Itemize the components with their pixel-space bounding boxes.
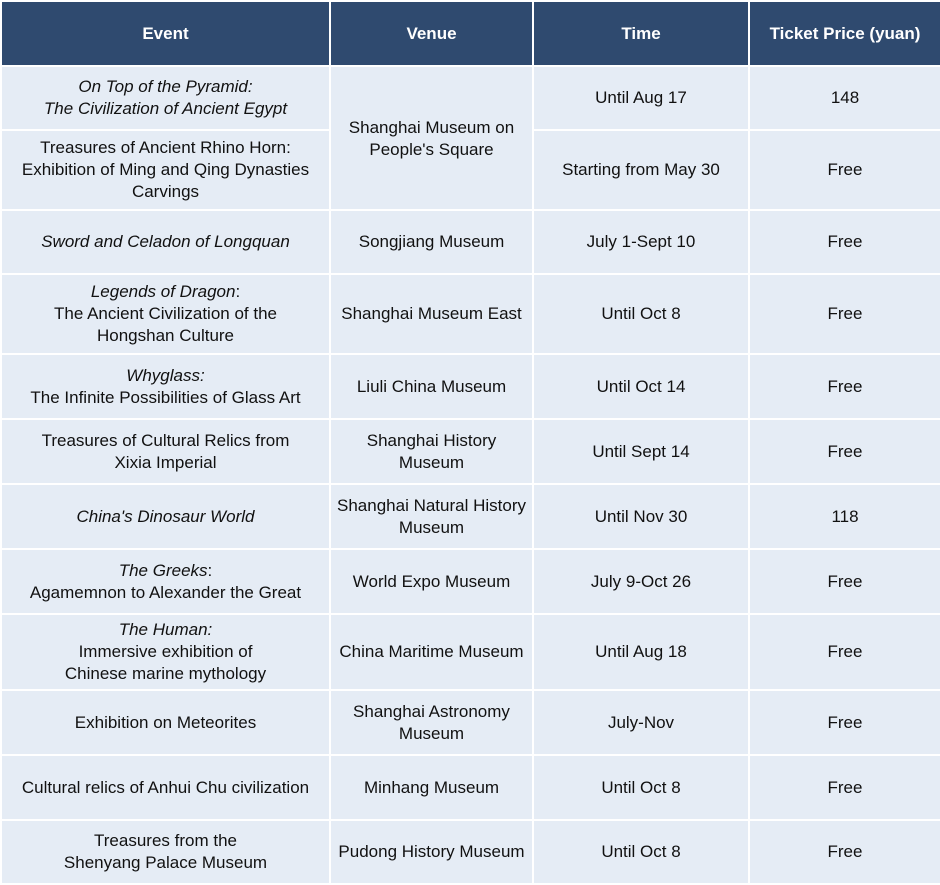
price-cell: Free (749, 419, 940, 484)
venue-cell: Shanghai Museum on People's Square (330, 66, 533, 210)
time-cell: Starting from May 30 (533, 130, 749, 210)
event-title-suffix: : (235, 282, 241, 301)
event-cell (1, 614, 330, 690)
event-line: Immersive exhibition of (78, 642, 253, 661)
event-line: The Infinite Possibilities of Glass Art (30, 387, 301, 407)
event-cell (1, 820, 330, 884)
time-cell: Until Aug 17 (533, 66, 749, 130)
venue-cell: World Expo Museum (330, 549, 533, 614)
price-cell: Free (749, 614, 940, 690)
event-title: China's Dinosaur World (76, 506, 255, 526)
event-line: Treasures from the (94, 831, 237, 850)
time-cell: July-Nov (533, 690, 749, 755)
event-line: Treasures of Ancient Rhino Horn: (40, 138, 291, 157)
event-cell (1, 755, 330, 820)
event-cell (1, 354, 330, 419)
venue-cell: Shanghai Museum East (330, 274, 533, 354)
event-title-suffix: : (207, 560, 213, 580)
venue-cell: Liuli China Museum (330, 354, 533, 419)
event-line: Shenyang Palace Museum (63, 853, 268, 872)
event-line: Agamemnon to Alexander the Great (29, 582, 302, 602)
price-cell: Free (749, 130, 940, 210)
header-price: Ticket Price (yuan) (749, 1, 940, 66)
event-line: Exhibition on Meteorites (74, 712, 257, 732)
header-venue: Venue (330, 1, 533, 66)
table-row (1, 354, 940, 419)
time-cell: Until Sept 14 (533, 419, 749, 484)
table-row (1, 66, 940, 130)
table-row (1, 484, 940, 549)
event-line: Cultural relics of Anhui Chu civilization (21, 777, 310, 797)
price-cell: 118 (749, 484, 940, 549)
event-line: Exhibition of Ming and Qing Dynasties (21, 160, 310, 179)
event-line: The Ancient Civilization of the (53, 304, 277, 323)
table-row (1, 755, 940, 820)
venue-cell: Shanghai Natural History Museum (330, 484, 533, 549)
price-cell: Free (749, 690, 940, 755)
table-row (1, 690, 940, 755)
price-cell: Free (749, 210, 940, 274)
time-cell: Until Oct 8 (533, 820, 749, 884)
price-cell: Free (749, 274, 940, 354)
price-cell: 148 (749, 66, 940, 130)
event-cell (1, 690, 330, 755)
event-title: The Human: (118, 620, 213, 639)
event-cell (1, 549, 330, 614)
event-line: Xixia Imperial (114, 452, 217, 472)
time-cell: Until Oct 8 (533, 274, 749, 354)
price-cell: Free (749, 755, 940, 820)
table-row (1, 274, 940, 354)
event-cell (1, 274, 330, 354)
event-line: Hongshan Culture (96, 326, 235, 345)
venue-cell: Songjiang Museum (330, 210, 533, 274)
event-cell (1, 419, 330, 484)
event-title: Sword and Celadon of Longquan (41, 232, 290, 251)
header-time: Time (533, 1, 749, 66)
price-cell: Free (749, 354, 940, 419)
event-title: On Top of the Pyramid: (78, 77, 253, 96)
venue-cell: Shanghai Astronomy Museum (330, 690, 533, 755)
event-line: Treasures of Cultural Relics from (41, 430, 290, 450)
time-cell: July 1-Sept 10 (533, 210, 749, 274)
event-title: Whyglass: (126, 365, 205, 385)
time-cell: Until Aug 18 (533, 614, 749, 690)
table-row (1, 614, 940, 690)
event-cell (1, 130, 330, 210)
event-cell (1, 210, 330, 274)
event-subtitle: The Civilization of Ancient Egypt (43, 99, 288, 118)
venue-cell: Shanghai History Museum (330, 419, 533, 484)
venue-cell: Minhang Museum (330, 755, 533, 820)
time-cell: Until Nov 30 (533, 484, 749, 549)
table-row (1, 549, 940, 614)
header-event: Event (1, 1, 330, 66)
price-cell: Free (749, 549, 940, 614)
venue-cell: China Maritime Museum (330, 614, 533, 690)
time-cell: Until Oct 8 (533, 755, 749, 820)
event-line: Chinese marine mythology (64, 664, 267, 683)
time-cell: Until Oct 14 (533, 354, 749, 419)
event-cell (1, 66, 330, 130)
table-row (1, 210, 940, 274)
event-title: Legends of Dragon (90, 282, 236, 301)
venue-cell: Pudong History Museum (330, 820, 533, 884)
table-row (1, 419, 940, 484)
event-cell (1, 484, 330, 549)
event-title: The Greeks (118, 560, 208, 580)
header-row (1, 1, 940, 66)
table-row (1, 820, 940, 884)
price-cell: Free (749, 820, 940, 884)
time-cell: July 9-Oct 26 (533, 549, 749, 614)
event-line: Carvings (131, 182, 200, 201)
